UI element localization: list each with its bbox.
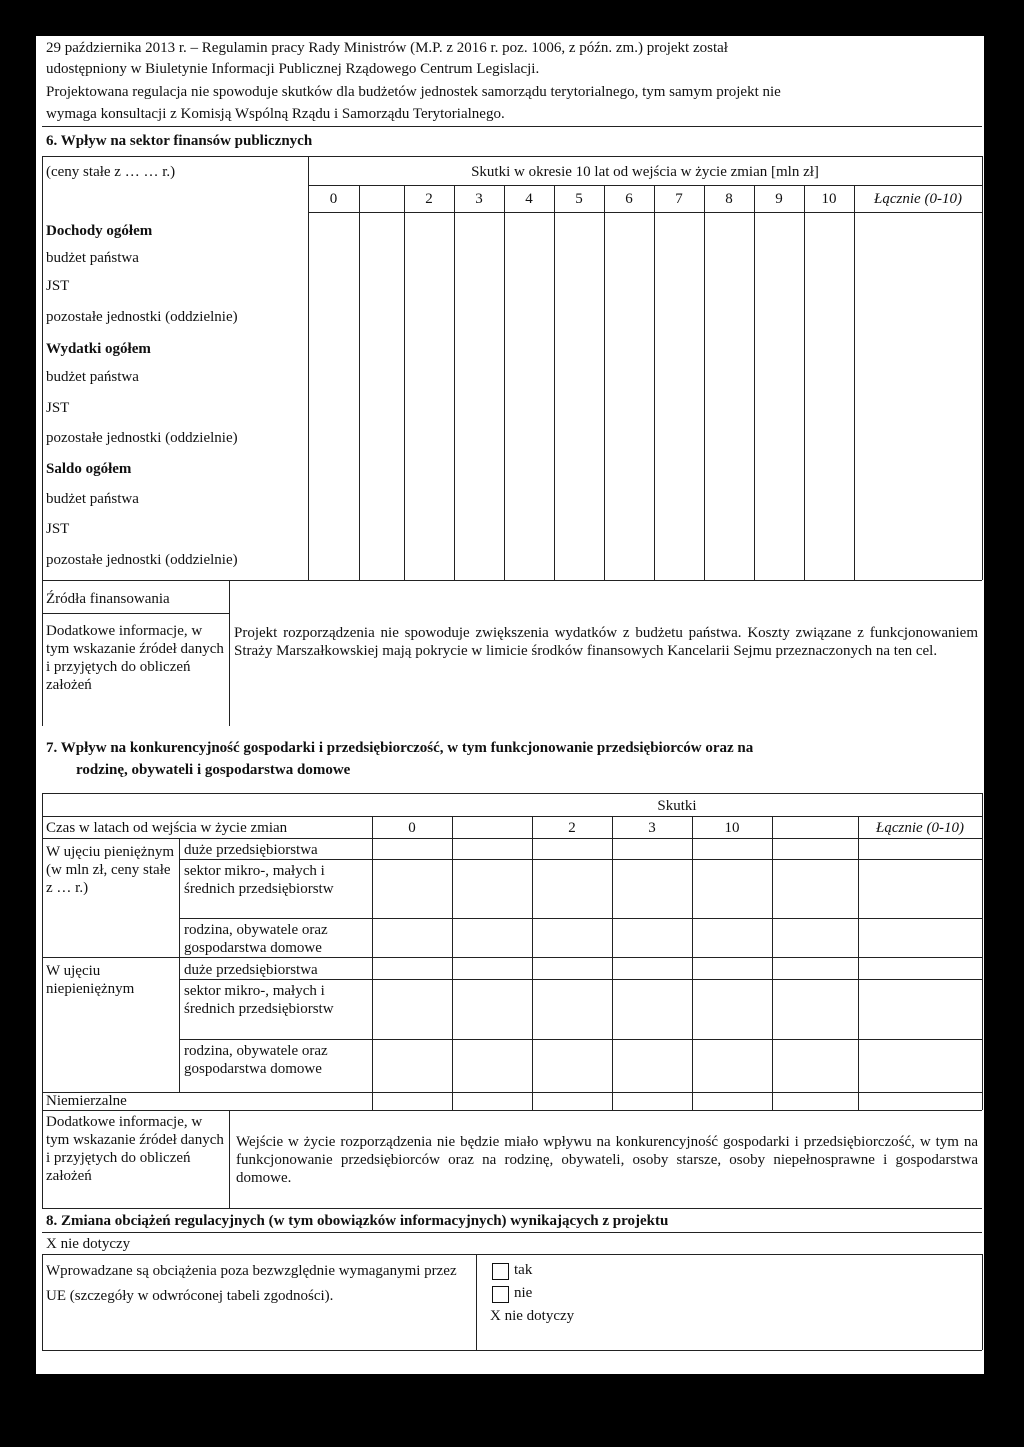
row-budzet-panstwa: budżet państwa (46, 491, 139, 507)
option-tak-label: tak (514, 1262, 533, 1278)
w-ujeciu-pienieznym-label: W ujęciu pieniężnym (w mln zł, ceny stałe z … r.) (46, 844, 175, 896)
czas-w-latach-label: Czas w latach od wejścia w życie zmian (46, 820, 288, 836)
niemierzalne-label: Niemierzalne (46, 1093, 127, 1109)
sektor-msp: sektor mikro-, małych i średnich przedsiębiorstw (184, 863, 334, 897)
document-page (36, 36, 984, 1374)
year-6: 6 (625, 191, 633, 207)
total-0-10-header: Łącznie (0-10) (874, 191, 962, 207)
sektor-msp: sektor mikro-, małych i średnich przedsiębiorstw (184, 983, 334, 1017)
year-7: 7 (675, 191, 683, 207)
row-budzet-panstwa: budżet państwa (46, 250, 139, 266)
dodatkowe-informacje-text: Projekt rozporządzenia nie spowoduje zwiększenia wydatków z budżetu państwa. Koszty związane z funkcjonowaniem Straży Marszałkowskiej mają pokrycie w limicie środków finansowych Kancelarii Sejmu przeznaczonych na ten cel. (234, 625, 978, 659)
row-wydatki-ogolem: Wydatki ogółem (46, 341, 151, 357)
year-5: 5 (575, 191, 583, 207)
row-jst: JST (46, 278, 70, 294)
row-budzet-panstwa: budżet państwa (46, 369, 139, 385)
row-saldo-ogolem: Saldo ogółem (46, 461, 132, 477)
rodzina-obywatele: rodzina, obywatele oraz gospodarstwa domowe (184, 922, 328, 956)
row-jst: JST (46, 400, 70, 416)
row-jst: JST (46, 521, 70, 537)
year-2: 2 (425, 191, 433, 207)
section-7-title: 7. Wpływ na konkurencyjność gospodarki i przedsiębiorczość, w tym funkcjonowanie przedsiębiorców oraz na (46, 740, 754, 756)
checkbox-nie[interactable] (492, 1286, 509, 1303)
year-4: 4 (525, 191, 533, 207)
year-0: 0 (329, 191, 338, 207)
duze-przedsiebiorstwa: duże przedsiębiorstwa (184, 842, 318, 858)
dodatkowe-informacje-text-7: Wejście w życie rozporządzenia nie będzie miało wpływu na konkurencyjność gospodarki i przedsiębiorczość, w tym na funkcjonowanie przedsiębiorców oraz na rodzinę, obywateli, osoby starsze, osoby niepełnosprawne i gospodarstwa domowe. (236, 1134, 978, 1186)
duze-przedsiebiorstwa: duże przedsiębiorstwa (184, 962, 318, 978)
czas-year-5: 10 (724, 820, 740, 836)
ceny-stale-label: (ceny stałe z … … r.) (46, 164, 176, 180)
row-pozostale-jednostki: pozostałe jednostki (oddzielnie) (46, 309, 238, 325)
section-7-title-line-2: rodzinę, obywateli i gospodarstwa domowe (76, 762, 351, 778)
row-pozostale-jednostki: pozostałe jednostki (oddzielnie) (46, 552, 238, 568)
zrodla-finansowania: Źródła finansowania (46, 591, 170, 607)
year-9: 9 (775, 191, 783, 207)
intro-line-4: wymaga konsultacji z Komisją Wspólną Rządu i Samorządu Terytorialnego. (46, 106, 505, 122)
czas-year-2: 2 (568, 820, 576, 836)
row-dochody-ogolem: Dochody ogółem (46, 223, 153, 239)
czas-year-0: 0 (408, 820, 416, 836)
intro-line-2: udostępniony w Biuletynie Informacji Publicznej Rządowego Centrum Legislacji. (46, 61, 540, 77)
section-8-title: 8. Zmiana obciążeń regulacyjnych (w tym obowiązków informacyjnych) wynikających z projektu (46, 1213, 669, 1229)
section-8-status: X nie dotyczy (46, 1236, 131, 1252)
checkbox-tak[interactable] (492, 1263, 509, 1280)
row-pozostale-jednostki: pozostałe jednostki (oddzielnie) (46, 430, 238, 446)
skutki-header: Skutki (657, 798, 697, 814)
intro-line-3: Projektowana regulacja nie spowoduje skutków dla budżetów jednostek samorządu terytorialnego, tym samym projekt nie (46, 84, 781, 100)
w-ujeciu-niepienieznym-label: W ujęciu niepieniężnym (46, 963, 135, 997)
year-10: 10 (821, 191, 837, 207)
dodatkowe-informacje-label-7: Dodatkowe informacje, w tym wskazanie źródeł danych i przyjętych do obliczeń założeń (46, 1114, 224, 1184)
year-3: 3 (475, 191, 483, 207)
option-nie-dotyczy: X nie dotyczy (490, 1308, 575, 1324)
section-6-title: 6. Wpływ na sektor finansów publicznych (46, 133, 313, 149)
czas-year-3: 3 (648, 820, 656, 836)
option-nie-label: nie (514, 1285, 533, 1301)
year-8: 8 (725, 191, 733, 207)
rodzina-obywatele: rodzina, obywatele oraz gospodarstwa domowe (184, 1043, 328, 1077)
intro-line-1: 29 października 2013 r. – Regulamin pracy Rady Ministrów (M.P. z 2016 r. poz. 1006, z późn. zm.) projekt został (46, 40, 728, 56)
obciazenia-question: Wprowadzane są obciążenia poza bezwzględnie wymaganymi przez UE (szczegóły w odwróconej tabeli zgodności). (46, 1263, 457, 1304)
czas-total-header: Łącznie (0-10) (876, 820, 964, 836)
dodatkowe-informacje-label: Dodatkowe informacje, w tym wskazanie źródeł danych i przyjętych do obliczeń założeń (46, 623, 224, 693)
skutki-10-lat-header: Skutki w okresie 10 lat od wejścia w życie zmian [mln zł] (471, 164, 819, 180)
